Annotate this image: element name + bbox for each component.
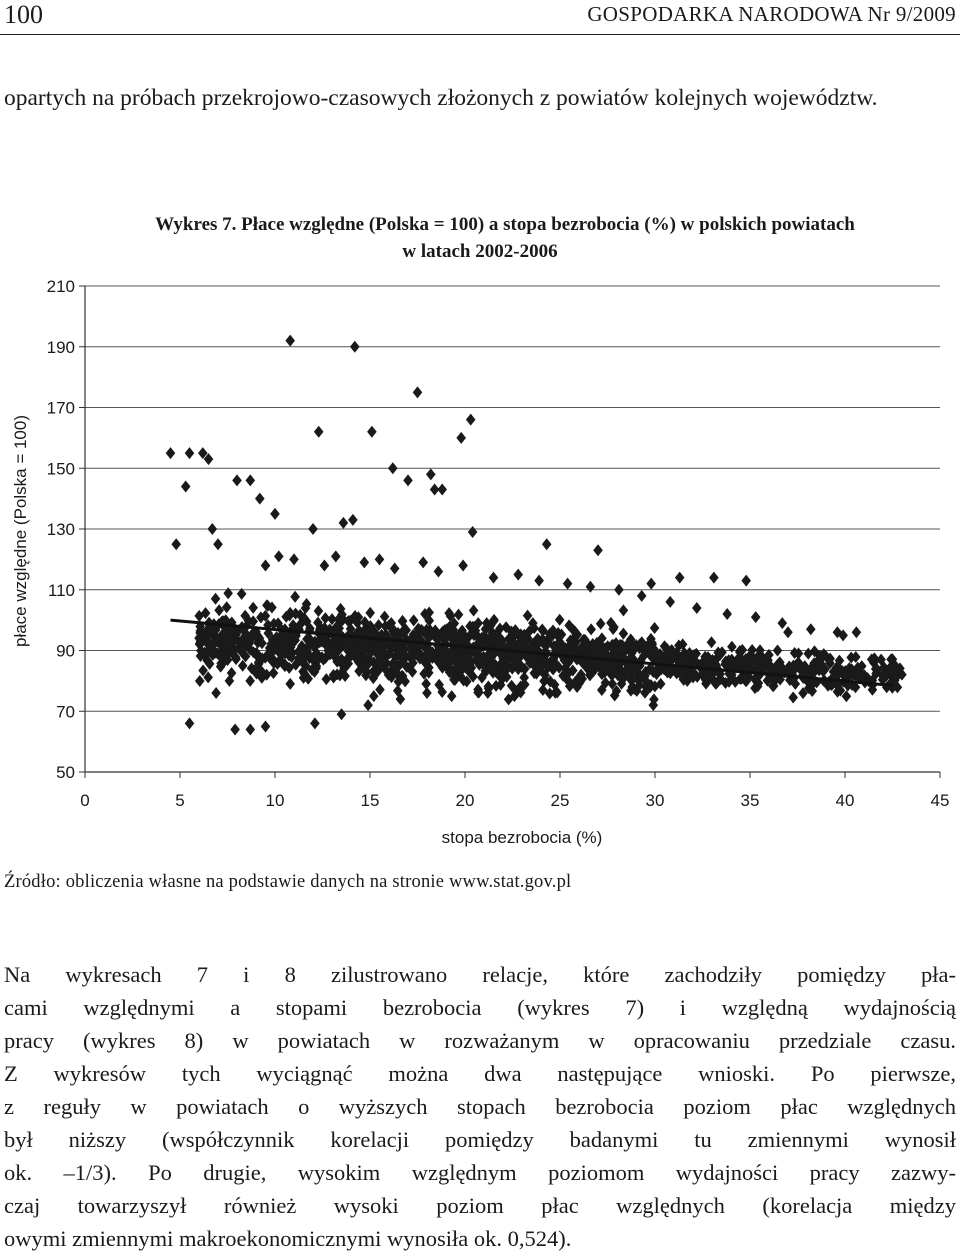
data-point (232, 474, 242, 486)
data-point (223, 587, 233, 599)
y-tick-label: 110 (47, 580, 75, 600)
data-point (211, 593, 221, 605)
data-point (534, 575, 544, 587)
running-header (0, 0, 960, 30)
page-number: 100 (4, 0, 43, 29)
intro-paragraph: opartych na próbach przekrojowo-czasowych złożonych z powiatów kolejnych województw. (4, 85, 878, 111)
data-point (413, 386, 423, 398)
data-point (285, 678, 295, 690)
data-point (350, 341, 360, 353)
data-point (388, 462, 398, 474)
data-point (741, 575, 751, 587)
data-point (665, 596, 675, 608)
data-point (586, 581, 596, 593)
data-point (619, 604, 629, 616)
data-point (308, 523, 318, 535)
data-point (468, 526, 478, 538)
data-point (489, 572, 499, 584)
y-tick-label: 210 (46, 277, 75, 296)
data-point (778, 617, 788, 629)
data-point (185, 447, 195, 459)
data-point (783, 626, 793, 638)
x-tick-label: 10 (265, 791, 285, 810)
data-point (773, 645, 783, 657)
body-paragraph (4, 958, 956, 1255)
data-point (596, 618, 606, 630)
y-tick-label: 70 (56, 702, 75, 722)
data-point (246, 474, 256, 486)
x-tick-label: 35 (740, 791, 760, 810)
body-line: czaj towarzyszył również wysoki poziom płac względnych (korelacja między (4, 1193, 956, 1218)
data-point (806, 623, 816, 635)
data-point (274, 550, 284, 562)
data-point (290, 591, 300, 603)
data-point (211, 687, 221, 699)
data-point (248, 602, 258, 614)
header-rule (0, 34, 960, 35)
data-point (246, 723, 256, 735)
data-point (310, 717, 320, 729)
chart-caption-line-1: Wykres 7. Płace względne (Polska = 100) a stopa bezrobocia (%) w polskich powiatach (155, 214, 855, 235)
data-point (619, 628, 629, 640)
x-tick-label: 0 (80, 791, 90, 810)
data-point (722, 608, 732, 620)
data-point (365, 607, 375, 619)
body-line: był niższy (współczynnik korelacji pomiędzy badanymi tu zmiennymi wynosił (4, 1127, 956, 1152)
data-point (261, 559, 271, 571)
x-tick-label: 20 (455, 791, 475, 810)
figure-wykres-7 (0, 200, 960, 870)
body-line: ok. –1/3). Po drugie, wysokim względnym poziomom wydajności pracy zazwy- (4, 1160, 956, 1185)
data-point (646, 578, 656, 590)
data-point (852, 626, 862, 638)
data-point (270, 508, 280, 520)
data-point (339, 517, 349, 529)
data-point (390, 562, 400, 574)
body-line: pracy (wykres 8) w powiatach w rozważanym w opracowaniu przedziale czasu. (4, 1028, 956, 1053)
data-point (360, 556, 370, 568)
data-point (166, 447, 176, 459)
data-point (222, 601, 232, 613)
data-point (214, 604, 224, 616)
data-point (709, 572, 719, 584)
x-axis-label: stopa bezrobocia (%) (441, 828, 603, 847)
data-point (586, 623, 596, 635)
x-tick-label: 25 (550, 791, 570, 810)
x-tick-label: 45 (930, 791, 950, 810)
x-tick-label: 15 (360, 791, 380, 810)
body-line: Na wykresach 7 i 8 zilustrowano relacje, które zachodziły pomiędzy pła- (4, 962, 956, 987)
data-point (403, 474, 413, 486)
data-point (593, 544, 603, 556)
data-point (555, 614, 565, 626)
data-point (466, 414, 476, 426)
y-tick-label: 190 (46, 337, 75, 357)
data-point (367, 426, 377, 438)
tick-labels (47, 277, 950, 810)
data-point (348, 514, 358, 526)
data-point (458, 559, 468, 571)
data-point (230, 723, 240, 735)
data-point (563, 578, 573, 590)
body-line: owymi zmiennymi makroekonomicznymi wynosiła ok. 0,524). (4, 1226, 572, 1251)
data-point (675, 572, 685, 584)
data-point (692, 602, 702, 614)
chart-caption-line-2: w latach 2002-2006 (402, 241, 558, 262)
source-note: Źródło: obliczenia własne na podstawie danych na stronie www.stat.gov.pl (4, 872, 572, 892)
y-tick-label: 90 (56, 641, 75, 661)
y-tick-label: 170 (46, 398, 75, 418)
data-point (614, 584, 624, 596)
body-line: Z wykresów tych wyciągnąć można dwa następujące wnioski. Po pierwsze, (4, 1061, 956, 1086)
data-point (707, 636, 717, 648)
data-point (751, 611, 761, 623)
y-tick-label: 150 (46, 459, 75, 479)
x-tick-label: 40 (835, 791, 855, 810)
data-point (788, 691, 798, 703)
data-point (337, 708, 347, 720)
data-point (422, 687, 432, 699)
data-point (314, 605, 324, 617)
body-line: z reguły w powiatach o wyższych stopach bezrobocia poziom płac względnych (4, 1094, 956, 1119)
data-point (208, 523, 218, 535)
y-tick-label: 50 (56, 763, 75, 782)
data-point (430, 484, 440, 496)
data-point (195, 675, 205, 687)
data-point (418, 556, 428, 568)
data-point (637, 590, 647, 602)
data-point (456, 432, 466, 444)
journal-title: GOSPODARKA NARODOWA Nr 9/2009 (587, 2, 956, 26)
data-point (261, 720, 271, 732)
data-point (171, 538, 181, 550)
data-point (314, 426, 324, 438)
y-axis-label: płace względne (Polska = 100) (11, 415, 30, 647)
data-point (331, 550, 341, 562)
data-point (513, 569, 523, 581)
data-point (434, 566, 444, 578)
data-point (213, 538, 223, 550)
data-point (650, 622, 660, 634)
data-point (320, 559, 330, 571)
data-point (447, 690, 457, 702)
data-point (255, 493, 265, 505)
data-point (181, 480, 191, 492)
body-line: cami względnymi a stopami bezrobocia (wykres 7) i względną wydajnością (4, 995, 956, 1020)
data-point (285, 335, 295, 347)
data-point (542, 538, 552, 550)
data-point (363, 699, 373, 711)
data-point (426, 468, 436, 480)
y-tick-label: 130 (46, 520, 75, 539)
data-point (469, 604, 479, 616)
data-point (421, 678, 431, 690)
data-point (289, 553, 299, 565)
data-point (375, 553, 385, 565)
x-tick-label: 30 (645, 791, 665, 810)
data-point (245, 675, 255, 687)
x-tick-label: 5 (175, 791, 185, 810)
data-point (185, 717, 195, 729)
scatter-chart (0, 200, 960, 870)
